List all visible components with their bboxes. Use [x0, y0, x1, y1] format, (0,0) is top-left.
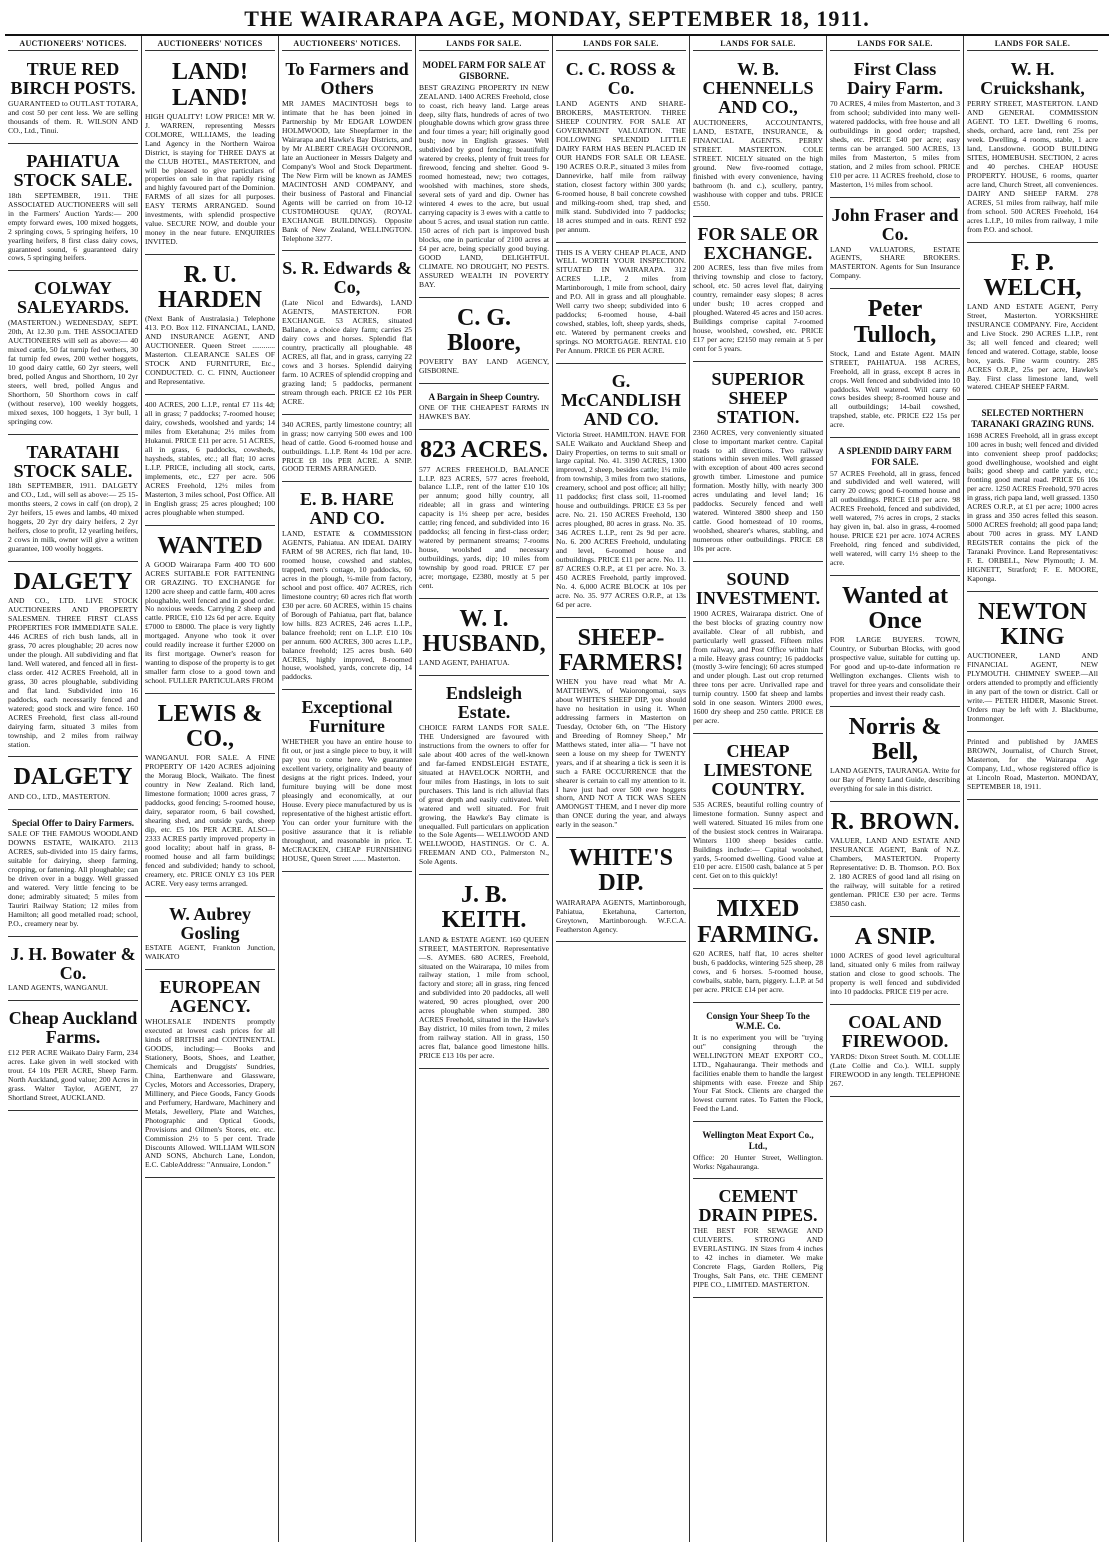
column-header: AUCTIONEERS' NOTICES. [282, 36, 412, 51]
ad-body: 57 ACRES Freehold, all in grass, fenced and subdivided and well watered, will carry 20 cows; good 6-roomed house and all outbuildings. PRICE £18 per acre. 98 ACRES Freehold, fenced and subdivided, well watered, 7½ acres in crops, 2 stacks hay given in, bal. also in grass, 4-roomed house. PRICE £21 per acre. 1074 ACRES Freehold, ring fenced and subdivided, well watered, will carry 1½ sheep to the acre. [830, 468, 960, 568]
advertisement [556, 246, 686, 364]
advertisement [282, 485, 412, 690]
ad-title: R. U. HARDEN [157, 262, 262, 314]
advertisement [419, 301, 549, 384]
ad-title: TARATAHI STOCK SALE. [13, 441, 133, 481]
advertisement [145, 973, 275, 1178]
ad-title: Wellington Meat Export Co., Ltd., [702, 1130, 814, 1151]
ad-body: It is no experiment you will be "trying out" consigning through the WELLINGTON MEAT EXPORT CO., LTD., Ngahauranga. Their methods and facilities enable them to handle the largest shipments with ease. Freeze and Ship Your Fat Stock. Clients are charged the lowest current rates. To Fatten the Flock, Feed the Land. [693, 1032, 823, 1114]
ad-title: DALGETY [13, 764, 133, 791]
ad-body: WANGANUI. FOR SALE. A FINE PROPERTY OF 1420 ACRES adjoining the Moraug Block, Waikato. The finest country in New Zealand. Rich land, limestone formation; 1000 acres grass, 7 paddocks, good fencing; 5-roomed house, dairy, separator room, 6 bail cowshed, shearing shed, and outside yards, sheep dip, etc. £5 10s PER ACRE. ALSO— 2333 ACRES partly improved property in good locality; about half in grass, 8-roomed house and all farm buildings; fenced and subdivided; handy to school, creamery, etc. PRICE ONLY £3 10s PER ACRE. Very easy terms arranged. [145, 753, 275, 888]
ad-body: THIS IS A VERY CHEAP PLACE, AND WELL WORTH YOUR INSPECTION. SITUATED IN WAIRARAPA. 312 ACRES L.I.P., 2 miles from Martinborough, 1 mile from school, dairy and P.O. All in grass and all ploughable. Well carry two sheep; subdivided into 6 paddocks; 6-roomed house, 4-bail cowshed, stables, loft, sheep yards, sheds, etc. Watered by permanent creeks and springs. NO MORTGAGE. RENTAL £10 Per Annum. PRICE £6 PER ACRE. [556, 247, 686, 355]
ad-body: Stock, Land and Estate Agent. MAIN STREET, PAHIATUA. 198 ACRES, Freehold, all in grass, except 8 acres in crops. Well fenced and subdivided into 10 paddocks. Well watered. Will carry 60 cows besides sheep; 8-roomed house and all outbuildings; 14-bail cowshed, trapshed, stable, etc. PRICE £22 15s per acre. [830, 348, 960, 430]
ad-body: SALE OF THE FAMOUS WOODLAND DOWNS ESTATE, WAIKATO. 2113 ACRES, sub-divided into 15 dairy farms, suitable for dairying, sheep farming, cropping, or fattening. All ploughable; can be driven over in a buggy. Well grassed and watered. Very little fencing to be done; admirably situated; 5 miles from Tauriri Railway Station; 12 miles from Hamilton; all good metalled road; school, P.O., creamery near by. [8, 829, 138, 928]
advertisement [967, 735, 1098, 800]
ad-body: 18th SEPTEMBER, 1911. THE ASSOCIATED AUCTIONEERS will sell in the Farmers' Auction Yards:— 200 empty forward ewes, 100 mixed hoggets, 2 springing cows, 5 springing heifers, 10 yearling heifers, 8 first class dairy cows, guaranteed sound, 6 guaranteed dairy cows, 5 springing heifers. [8, 190, 138, 263]
ad-body: 200 ACRES, less than five miles from thriving township and close to factory, school, etc. 50 acres level flat, dairying country, remainder easy slopes; 8 acres under bush; 10 acres cropped and ploughed. Watered 45 acres and 150 acres. Buildings comprise capital 7-roomed house, woolshed, cowshed, etc. PRICE £17 per acre; £2150 may remain at 5 per cent for 5 years. [693, 263, 823, 353]
ad-body: LAND AGENTS, WANGANUI. [8, 983, 108, 993]
ad-title: To Farmers and Others [285, 59, 409, 99]
ad-title: 823 ACRES. [419, 437, 549, 464]
ad-title: W. Aubrey Gosling [168, 903, 252, 943]
advertisement [830, 920, 960, 1005]
ad-title: Peter Tulloch, [853, 296, 937, 348]
column-header: LANDS FOR SALE. [830, 36, 960, 51]
ad-body: LAND, ESTATE & COMMISSION AGENTS, Pahiatua. AN IDEAL DAIRY FARM of 98 ACRES, rich flat land, 10-roomed house, cowshed and stables, trapped, men's cottage, 10 paddocks, 60 acres in the plough, ½-mile from factory, school and post office. 407 ACRES, rich limestone country; 60 acres rich flat worth £30 per acre. 60 ACRES, within 15 chains of Borough of Pahiatua, part flat, balance low hills. 823 ACRES, 246 acres L.I.P., balance freehold; rent on L.I.P. £10 10s per annum. 600 ACRES, 300 acres L.I.P., balance freehold; 125 acres bush. 640 ACRES, highly improved, 8-roomed house, woolshed, yards, concrete dip, 14 paddocks. [282, 529, 412, 682]
ad-body: POVERTY BAY LAND AGENCY, GISBORNE. [419, 356, 549, 375]
advertisement [419, 433, 549, 599]
advertisement [145, 398, 275, 525]
ad-title: A Bargain in Sheep Country. [428, 391, 540, 402]
ad-title: W. I. HUSBAND, [422, 605, 546, 658]
ad-title: J. B. KEITH. [441, 882, 527, 934]
ad-body: WHEN you have read what Mr A. MATTHEWS, of Waiorongomai, says about WHITE'S SHEEP DIP, you should have no hesitation in using it. When addressing farmers in Masterton on Tuesday, October 6th, on "The History and Breeding of Romney Sheep," Mr Matthews stated, inter alia— "I have not seen a louse on my sheep for TWENTY years, and if at shearing a tick is seen it is such a FARE OCCURRENCE that the shearer is certain to call my attention to it. I have just had over 500 ewe hoggets shorn, AND NOT A TICK WAS SEEN AMONGST THEM, and I never dip more than ONCE during the year, and always early in the season." [556, 677, 686, 830]
ad-body: (MASTERTON.) WEDNESDAY, SEPT. 20th, At 12.30 p.m. THE ASSOCIATED AUCTIONEERS will sell as above:— 40 mixed cattle, 50 fat turnip fed wethers, 30 fat turnip fed ewes, 200 wether hoggets, 10 good dairy cattle, 60 2yr steers, well bred, polled Angus and Shorthorn, 10 2yr steers, well bred, polled Angus and Shorthorn, 50 Shorthorn cows in calf (without reserve), 100 weekly hoggets, mixed sexes, 100 hoggets, 1 3yr bull, 1 springing cow. [8, 318, 138, 426]
ad-title: Exceptional Furniture [301, 697, 393, 737]
advertisement [693, 220, 823, 362]
ad-title: A SPLENDID DAIRY FARM FOR SALE. [838, 446, 952, 467]
column-header: LANDS FOR SALE. [967, 36, 1098, 51]
advertisement [556, 55, 686, 242]
ad-title: EUROPEAN AGENCY. [159, 977, 261, 1017]
ad-body: 1900 ACRES, Wairarapa district. One of the best blocks of grazing country now available. Clear of all rubbish, and particularly well grassed. Fifteen miles from railway, and Post Office within half a mile. Heavy grass country; 16 paddocks (mostly 3-wire fencing); 60 acres stumped and under plough. Last out crop returned three tons per acre. Unrivalled rape and turnip country. 1500 fat sheep and lambs sold in one season. Winters 2000 ewes, 1600 dry sheep and 250 cattle. PRICE £8 per acre. [693, 608, 823, 726]
ad-body: YARDS: Dixon Street South. M. COLLIE (Late Collie and Co.). WILL supply FIREWOOD in any length. TELEPHONE 267. [830, 1051, 960, 1088]
ad-body: LAND AND ESTATE AGENT, Perry Street, Masterton. YORKSHIRE INSURANCE COMPANY. Fire, Accident and Live Stock. 290 ACRES L.I.P., rent 3s; all well fenced and cleared; well fenced and watered. Cottage, stable, loose box, yards. Fine warm country. 285 ACRES O.R.P., 25s per acre, Hawke's Bay. First class limestone land, well watered. CHEAP SHEEP FARM. [967, 301, 1098, 392]
advertisement [419, 387, 549, 431]
ad-body: 400 ACRES, 200 L.I.P., rental £7 11s 4d; all in grass; 7 paddocks; 7-roomed house; dairy, cowsheds, woolshed and yards; 14 miles from Eketahuna; 2½ miles from Hukanui. PRICE £11 per acre. 51 ACRES, all in grass, 6 paddocks, cowsheds, haysheds, stables, etc.; all flat; 10 acres L.I.P. PRICE, including all stock, carts, implements, etc., £27 per acre. 506 ACRES Freehold, 12½ miles from Masterton, 3 miles school, Post Office. All in English grass; 25 acres ploughed; 100 acres ploughable when stumped. [145, 400, 275, 517]
ad-title: Norris & Bell, [848, 714, 942, 766]
advertisement [830, 805, 960, 917]
advertisement [830, 710, 960, 802]
ad-body: ESTATE AGENT, Frankton Junction, WAIKATO [145, 943, 275, 962]
advertisement [830, 201, 960, 290]
advertisement [967, 246, 1098, 401]
ad-title: LAND! LAND! [172, 59, 248, 111]
ad-title: C. C. ROSS & Co. [565, 59, 677, 99]
ad-title: DALGETY [13, 569, 133, 596]
ad-title: NEWTON KING [978, 598, 1087, 651]
advertisement [282, 693, 412, 871]
ad-title: Endsleigh Estate. [445, 683, 523, 723]
ad-body: 1000 ACRES of good level agricultural land, situated only 6 miles from railway station and close to good schools. The property is well fenced and subdivided into 10 paddocks. PRICE £19 per acre. [830, 951, 960, 997]
ad-title: W. H. Cruickshank, [980, 59, 1085, 99]
ad-title: E. B. HARE AND CO. [299, 489, 395, 529]
ad-body: AND CO., LTD. LIVE STOCK AUCTIONEERS AND PROPERTY SALESMEN. THREE FIRST CLASS PROPERTIES FOR IMMEDIATE SALE. 446 ACRES of rich bush lands, all in grass, 70 acres ploughable; 20 acres now under the plough. All subdividing and flat land. Well watered, and fenced all in first-class order. 412 ACRES Freehold, all in grass, 30 acres ploughable, subdividing and flat land. Subdivided into 16 paddocks, each necessarily fenced and watered; good stock and wire fence. 160 ACRES Freehold, first class all-round dairying farm, situated 3 miles from township, and 2 miles from railway station. [8, 596, 138, 749]
ad-title: Special Offer to Dairy Farmers. [11, 817, 135, 828]
ad-body: 535 ACRES, beautiful rolling country of limestone formation. Sunny aspect and well watered. Situated 16 miles from one of the busiest stock centres in Wairarapa. Winters 1100 sheep besides cattle. Buildings include:— Capital woolshed, yards, 5-roomed dwelling. Good value at £10 per acre. £1500 cash, balance at 5 per cent. Get on to this quickly! [693, 799, 823, 881]
ad-body: 620 ACRES, half flat, 10 acres shelter bush, 6 paddocks, wintering 525 sheep, 28 cows, and 6 horses. 5-roomed house, cowbails, stable, barn, piggery. L.I.P. at 5d per acre. PRICE £14 per acre. [693, 948, 823, 994]
advertisement [419, 878, 549, 1069]
ad-body: LAND & ESTATE AGENT. 160 QUEEN STREET, MASTERTON. Representative—S. AYMES. 680 ACRES, Freehold, situated on the Wairarapa, 10 miles from railway station, 1 mile from school, factory and store; all in grass, ring fenced and subdivided into 20 paddocks, all well watered, 90 acres ploughed, over 200 acres ploughable when stumped. 380 ACRES Freehold, situated in the Hawke's Bay district, 10 miles from town, 2 miles from railway station. All in grass, 150 acres flat, balance good limestone hills. PRICE £13 10s per acre. [419, 934, 549, 1061]
advertisement [693, 737, 823, 889]
column-2 [142, 36, 279, 1542]
ad-body: WHETHER you have an entire house to fit out, or just a single piece to buy, it will pay you to come here. We guarantee excellent variety, originality and beauty of designs at the right prices. Indeed, your furniture buying will be done most pleasingly and economically, at our House. Every piece manufactured by us is representative of the highest artistic effort. You can order your furniture with the positive assurance that it is reliable throughout, and reasonable in price. T. McCRACKEN, CHEAP FURNISHING HOUSE, Queen Street ....... Masterton. [282, 737, 412, 863]
ad-title: MIXED FARMING. [697, 896, 819, 948]
column-5 [553, 36, 690, 1542]
ad-title: J. H. Bowater & Co. [10, 943, 136, 983]
advertisement [282, 254, 412, 414]
advertisement [693, 1125, 823, 1179]
advertisement [8, 438, 138, 562]
advertisement [8, 940, 138, 1002]
advertisement [282, 418, 412, 483]
advertisement [693, 1182, 823, 1297]
ad-body: CHOICE FARM LANDS FOR SALE. THE Undersigned are favoured with instructions from the owners to offer for sale about 400 acres of the well-known and far-famed ENDSLEIGH ESTATE, situated at HAVELOCK NORTH, and four miles from Hastings, in lots to suit purchasers. This land is rich alluvial flats of great depth and easily cultivated. Well watered and well situated. For fruit growing, the Hawke's Bay climate is unequalled. Full particulars on application to the Sole Agents— WELLWOOD AND WELLWOOD, HASTINGS. Or C. A. FREEMAN AND CO., Palmerston N., Sole Agents. [419, 723, 549, 867]
ad-title: WANTED [157, 532, 263, 559]
advertisement [556, 621, 686, 839]
advertisement [830, 579, 960, 707]
advertisement [830, 55, 960, 197]
column-1 [5, 36, 142, 1542]
ad-title: LEWIS & CO., [157, 701, 263, 753]
masthead-title: THE WAIRARAPA AGE, MONDAY, SEPTEMBER 18, 1911. [244, 6, 870, 31]
ad-body: 2360 ACRES, very conveniently situated close to important market centre. Capital roads to all directions. Two railway stations within seven miles. Well grassed with exception of about 400 acres second growth timber. Limestone and pumice formation. Mostly hilly, with nearly 300 acres undulating and level land; 16 paddocks. Securely fenced and well watered. Wintered 3800 sheep and 150 cattle. Good homestead of 10 rooms, woolshed, shearer's whares, stabling, and numerous other outbuildings. PRICE £8 10s per acre. [693, 427, 823, 554]
ad-body: 18th SEPTEMBER, 1911. DALGETY and CO., Ltd., will sell as above:— 25 15-months steers, 2 cows in calf (on drop), 2 2yr heifers, 15 ewes and lambs, 40 mixed hoggets, 20 2yr dry dairy heifers, 2 2yr heifers, close to profit, 12 yearling heifers, 2 cows in milk, owner will give a written guarantee, 100 woolly hoggets. [8, 481, 138, 554]
ad-body: BEST GRAZING PROPERTY IN NEW ZEALAND. 1400 ACRES Freehold, close to coast, rich heavy land. Large areas deep, silty flats, hundreds of acres of two ploughable downs which grow grass three and four times a year; hill originally good bush; now in English grasses. Well subdivided by good fencing; beautifully watered by creeks, plenty of fruit trees for firewood, fencing and shelter. Good 9-roomed homestead, new; two cottages, woolshed with machines, store sheds, several sets of yard and dip. Owner has wintered 4 ewes to the acre, but usual carrying capacity is 3 ewes with a cattle to about 5 acres, and usual station run cattle. 150 acres of rich part is improved bush blocks, one in particular of 2100 acres at £4 per acre, being specially good buying. GOOD LAND, DELIGHTFUL CLIMATE. NO DROUGHT, NO PESTS. ASSURED WEALTH IN POVERTY BAY. [419, 82, 549, 289]
advertisement [419, 55, 549, 297]
ad-body: Printed and published by JAMES BROWN, Journalist, of Church Street, Masterton, for the Wairarapa Age Company, Ltd., whose registered office is at Lincoln Road, Masterton. MONDAY, SEPTEMBER 18, 1911. [967, 736, 1098, 791]
column-3 [279, 36, 416, 1542]
ad-body: 577 ACRES FREEHOLD, BALANCE L.I.P. 823 ACRES, 577 acres freehold, balance L.I.P., rent of the latter £10 10s per annum; good hilly country, all rideable; all in grass and wintering capacity is 1½ sheep per acre, besides cattle; ring fenced, and subdivided into 16 paddocks; all fencing in first-class order; watered by permanent streams; 7-rooms house, woolshed and necessary outbuildings, yards, dip; 10 miles from township by good road. PRICE £7 per acre; mortgage, £2380, mostly at 5 per cent. [419, 464, 549, 590]
column-header: LANDS FOR SALE. [693, 36, 823, 51]
advertisement [693, 365, 823, 562]
ad-body: THE BEST FOR SEWAGE AND CULVERTS. STRONG AND EVERLASTING. IN Sizes from 4 inches to 42 inches in diameter. We make Concrete Flags, Garden Rollers, Pig Troughs, Salt Pans, etc. THE CEMENT PIPE CO., LIMITED. MASTERTON. [693, 1226, 823, 1289]
ad-title: SOUND INVESTMENT. [695, 568, 821, 608]
ad-body: Office: 20 Hunter Street, Wellington. Works: Ngahauranga. [693, 1152, 823, 1171]
ad-title: John Fraser and Co. [831, 204, 959, 244]
ad-body: HIGH QUALITY! LOW PRICE! MR W. J. WARREN, representing Messrs COLMORE, WILLIAMS, the leading Land Agency in the Northern Wairoa District, is staying for THREE DAYS at the CLUB HOTEL, MASTERTON, and will be pleased to give particulars of properties on sale in that rapidly rising and highly favoured part of the Dominion. FARMS of all sizes for all purposes. EASY TERMS ARRANGED. Sound investments, with splendid prospective value. SECURE NOW, and double your money in the near future. ENQUIRIES INVITED. [145, 111, 275, 247]
ad-title: SHEEP-FARMERS! [558, 624, 684, 676]
advertisement [693, 892, 823, 1002]
advertisement [967, 55, 1098, 242]
ad-body: FOR LARGE BUYERS. TOWN, Country, or Suburban Blocks, with good prospective value, suitable for cutting up. For good and up-to-date information re Wellington exchanges. Clients wish to travel for three years and consolidate their properties and invest their ready cash. [830, 635, 960, 699]
advertisement [8, 760, 138, 809]
ad-title: COAL AND FIREWOOD. [841, 1012, 949, 1051]
advertisement [830, 1008, 960, 1097]
ad-title: CEMENT DRAIN PIPES. [698, 1186, 818, 1226]
ad-title: Consign Your Sheep To the W.M.E. Co. [706, 1010, 810, 1032]
advertisement [8, 813, 138, 937]
column-6 [690, 36, 827, 1542]
ad-body: GUARANTEED to OUTLAST TOTARA, and cost 50 per cent less. We are selling thousands of them. R. WILSON AND CO., Ltd., Tinui. [8, 99, 138, 136]
advertisement [556, 841, 686, 942]
ad-body: AND CO., LTD., MASTERTON. [8, 791, 111, 801]
ad-title: FOR SALE OR EXCHANGE. [697, 223, 819, 263]
ad-title: C. G. Bloore, [447, 304, 521, 356]
ad-title: SUPERIOR SHEEP STATION. [711, 368, 805, 427]
ad-title: WHITE'S DIP. [568, 845, 674, 897]
advertisement [8, 147, 138, 271]
ad-title: First Class Dairy Farm. [847, 59, 943, 99]
ad-body: 70 ACRES, 4 miles from Masterton, and 3 from school; subdivided into many well-watered paddocks, with free house and all outbuildings in good order; trapshed, sheds, etc. PRICE £40 per acre; easy terms can be arranged. 500 ACRES, 13 miles from Masterton, 5 miles from station, and 2 miles from school. PRICE £10 per acre. 11 ACRES freehold, close to Masterton, 1½ miles from school. [830, 99, 960, 189]
ad-title: W. B. CHENNELLS AND CO., [702, 59, 814, 118]
column-header: LANDS FOR SALE. [419, 36, 549, 51]
advertisement [8, 1004, 138, 1111]
advertisement [145, 55, 275, 255]
advertisement [693, 55, 823, 216]
column-8 [964, 36, 1101, 1542]
ad-title: S. R. Edwards & Co, [282, 258, 412, 298]
ad-title: Wanted at Once [841, 583, 948, 635]
advertisement [419, 679, 549, 875]
ad-title: F. P. WELCH, [983, 249, 1082, 301]
ad-body: ONE OF THE CHEAPEST FARMS IN HAWKE'S BAY. [419, 403, 549, 422]
ad-body: Victoria Street. HAMILTON. HAVE FOR SALE Waikato and Auckland Sheep and Dairy Properties, on terms to suit small or large capital. No. 41. 3190 ACRES, 1300 improved, 2 sheep, besides cattle; 1¼ mile from township, 3 miles from two stations, creamery, school and post office; all hilly; 11 paddocks; first class soil, 11-roomed house and outbuildings. PRICE £3 5s per acre. No. 21. 150 ACRES Freehold, 130 acres ploughed, 80 acres in grass. No. 35. 346 ACRES L.I.P., rent 2s 9d per acre. No. 6. 200 ACRES Freehold, undulating and level, 6-roomed house and outbuildings. PRICE £11 per acre. No. 11. 87 ACRES O.R.P., at £1 per acre. No. 3. 450 ACRES Freehold, partly improved. No. 4. 6,000 ACRE BLOCK at 10s per acre. No. 35. 977 ACRES O.R.P., at 13s 6d per acre. [556, 429, 686, 609]
column-header: LANDS FOR SALE. [556, 36, 686, 51]
advertisement [145, 258, 275, 395]
column-header: AUCTIONEERS' NOTICES [145, 36, 275, 51]
ad-body: A GOOD Wairarapa Farm 400 TO 600 ACRES SUITABLE FOR FATTENING OR GRAZING. TO EXCHANGE for 1200 acre sheep and cattle farm, 400 acres ploughable, well fenced and in good order. No noxious weeds. Carrying 2 sheep and cattle. PRICE, £10 12s 6d per acre. Equity £7000 to £8000. The place is very lightly mortgaged. Anyone who took it over could readily increase it further £2000 on its first mortgage. Owner's reason for wanting to dispose of the property is to get smaller farm close to a good town and school. FULLER PARTICULARS FROM [145, 559, 275, 686]
ad-title: CHEAP LIMESTONE COUNTRY. [703, 741, 813, 799]
advertisement [8, 55, 138, 144]
ad-body: WAIRARAPA AGENTS, Martinborough, Pahiatua, Eketahuna, Carterton, Greytown, Martinborough. W.F.C.A. Featherston Agency. [556, 897, 686, 934]
ad-body: LAND AGENTS AND SHARE-BROKERS, MASTERTON. THREE SHEEP COUNTRY. FOR SALE AT GOVERNMENT VALUATION. THE FOLLOWING SPLENDID LITTLE DAIRY FARM HAS BEEN PLACED IN OUR HANDS FOR SALE OR LEASE. 190 ACRES O.R.P., situated 3 miles from Dannevirke, half mile from railway station, closest factory within 300 yards; 6-roomed house, 8 bail concrete cowshed and milking-room shed, trap shed, and milk stand. Subdivided into 7 paddocks; 18 acres stumped and in oats. RENT £92 per annum. [556, 99, 686, 234]
advertisement [145, 529, 275, 695]
ad-body: £12 PER ACRE Waikato Dairy Farm, 234 acres. Lake given in well stocked with trout. £4 10s PER ACRE, Sheep Farm. North Auckland, good value; 200 Acres in grass. Walter Taylor, AGENT, 27 Shortland Street, AUCKLAND. [8, 1048, 138, 1102]
ad-title: R. BROWN. [830, 809, 960, 836]
ad-body: VALUER, LAND AND ESTATE AND INSURANCE AGENT, Bank of N.Z. Chambers, MASTERTON. Property Representative: D. B. Thomson. P.O. Box 2. 180 ACRES of good land all rising on the railway, will suitable for a retired gentleman. PRICE £30 per acre. Terms £3850 cash. [830, 836, 960, 909]
ad-title: SELECTED NORTHERN TARANAKI GRAZING RUNS. [971, 408, 1094, 430]
advertisement [830, 441, 960, 576]
ad-body: 1698 ACRES Freehold, all in grass except 100 acres in bush; well fenced and divided into convenient sheep proof paddocks; good dwellinghouse, woolshed and eight bails; good sheep and cattle yards, etc.; fronting good metal road. PRICE £6 10s per acre. 1250 ACRES Freehold, 970 acres in grass, rich papa land, well grassed. 1350 ACRES O.R.P., at £1 per acre; 1000 acres in grass and 350 acres felled this season. 5000 ACRES freehold; all good papa land; about 700 acres in grass. MY LAND REGISTER contains the pick of the Taranaki Province. Land Representatives: F. E. ORBELL, New Plymouth; J. M. HIGNETT, Stratford; F. E. MOORE, Kaponga. [967, 430, 1098, 583]
ad-title: Cheap Auckland Farms. [8, 1008, 138, 1048]
ad-body: LAND AGENTS, TAURANGA. Write for our Bay of Plenty Land Guide, describing everything for sale in this district. [830, 766, 960, 794]
ad-body: 340 ACRES, partly limestone country; all in grass; now carrying 500 ewes and 100 head of cattle. Good 6-roomed house and outbuildings. L.I.P. Rent 4s 10d per acre. PRICE £8 10s PER ACRE. A SNIP. GOOD TERMS ARRANGED. [282, 419, 412, 474]
advertisement [8, 565, 138, 757]
ad-body: LAND VALUATORS, ESTATE AGENTS, SHARE BROKERS. MASTERTON. Agents for Sun Insurance Company. [830, 244, 960, 281]
ad-title: PAHIATUA STOCK SALE. [13, 151, 133, 190]
ad-body: WHOLESALE INDENTS promptly executed at lowest cash prices for all kinds of BRITISH and CONTINENTAL GOODS, including:— Books and Stationery, Boots, Shoes, and Leather, Chemicals and Druggists' Sundries, China, Earthenware and Glassware, Cycles, Motors and Accessories, Drapery, Millinery, and Piece Goods, Fancy Goods and Perfumery, Hardware, Machinery and Metals, Jewellery, Plate and Watches, Photographic and Optical Goods, Provisions and Oilmen's Stores, etc. etc. Commission 2½ to 5 per cent. Trade Discounts Allowed. WILLIAM WILSON AND SONS, Abchurch Lane, London, E.C. CableAddress: "Annuaire, London." [145, 1017, 275, 1170]
advertisement [693, 1006, 823, 1123]
advertisement [830, 292, 960, 438]
advertisement [8, 274, 138, 434]
advertisement [556, 367, 686, 618]
advertisement [967, 403, 1098, 591]
advertisement [693, 565, 823, 734]
ad-title: G. McCANDLISH AND CO. [561, 370, 681, 429]
advertisement [145, 697, 275, 897]
advertisement [967, 595, 1098, 732]
ad-title: COLWAY SALEYARDS. [17, 278, 129, 318]
advertisement [145, 900, 275, 971]
ad-body: (Late Nicol and Edwards), LAND AGENTS, MASTERTON. FOR EXCHANGE. 53 ACRES, situated Ballance, a choice dairy farm; carries 25 dairy cows and horses. Splendid flat country, practically all ploughable. 48 ACRES, all flat, and in grass, carrying 22 cows and 3 horses. Splendid dairying farm. 10 ACRES of splendid cropping and grazing land; 5 paddocks, permanent stream through each. PRICE £2 10s PER ACRE. [282, 298, 412, 406]
column-7 [827, 36, 964, 1542]
newspaper-page [5, 0, 1109, 1542]
column-4 [416, 36, 553, 1542]
ad-title: A SNIP. [854, 924, 936, 951]
ad-body: AUCTIONEERS, ACCOUNTANTS, LAND, ESTATE, INSURANCE, & FINANCIAL AGENTS. PERRY STREET. MASTERTON. COLE STREET. NICELY situated on the high ground. New five-roomed cottage, finished with every convenience, having bathroom (h. and c.), scullery, pantry, washhouse with copper and tubs. PRICE £550. [693, 118, 823, 208]
ad-body: MR JAMES MACINTOSH begs to intimate that he has been joined in Partnership by Mr EDGAR LOWDEN HOLMWOOD, late Sheepfarmer in the Wairarapa and Hawke's Bay Districts, and by Mr ALBERT CREAGH O'CONNOR, late an Auctioneer in Messrs Dalgety and Company's Wool and Stock Department. The New Firm will be known as JAMES MACINTOSH AND COMPANY, and their business of Pastoral and Financial Agents will be carried on from 10-12 CUSTOMHOUSE QUAY, (ROYAL EXCHANGE BUILDINGS). Opposite Bank of New Zealand, WELLINGTON. Telephone 3277. [282, 99, 412, 243]
advertisement [282, 55, 412, 251]
column-header: AUCTIONEERS' NOTICES. [8, 36, 138, 51]
ad-body: (Next Bank of Australasia.) Telephone 413. P.O. Box 112. FINANCIAL, LAND, AND INSURANCE AGENT, AND AUCTIONEER. Queen Street ............ Masterton. CLEARANCE SALES OF STOCK AND FURNITURE, Etc., CONDUCTED. C. C. FINN, Auctioneer and Representative. [145, 314, 275, 387]
ad-body: AUCTIONEER, LAND AND FINANCIAL AGENT, NEW PLYMOUTH. CHIMNEY SWEEP.—All orders attended to promptly and efficiently in any part of the town or district. Call or write.— PETER HIDER, Masonic Street. Orders may be left with J. Blackburne, Ironmonger. [967, 651, 1098, 723]
advertisement [419, 602, 549, 676]
columns [5, 36, 1109, 1542]
masthead [5, 0, 1109, 36]
ad-body: LAND AGENT, PAHIATUA. [419, 658, 510, 668]
ad-title: MODEL FARM FOR SALE AT GISBORNE. [422, 60, 546, 82]
ad-body: PERRY STREET, MASTERTON. LAND AND GENERAL COMMISSION AGENT. TO LET. Dwelling 6 rooms, sheds, orchard, acre land, rent 25s per week. Dwelling, 4 rooms, stable, 1 acre land, Lansdowne. GOOD BUILDING SITES, HOMEBUSH. SECTION, 2 acres and 40 perches. CHEAP HOUSE PROPERTY. HOUSE, 6 rooms, quarter acre land, Church Street, all conveniences. DAIRY AND SHEEP FARM. 278 ACRES, 51 miles from railway, half mile from school. 500 ACRES Freehold, 164 acres L.I.P., 10 miles from railway, 1 mile from P.O. and school. [967, 99, 1098, 234]
ad-title: TRUE RED BIRCH POSTS. [10, 59, 136, 99]
